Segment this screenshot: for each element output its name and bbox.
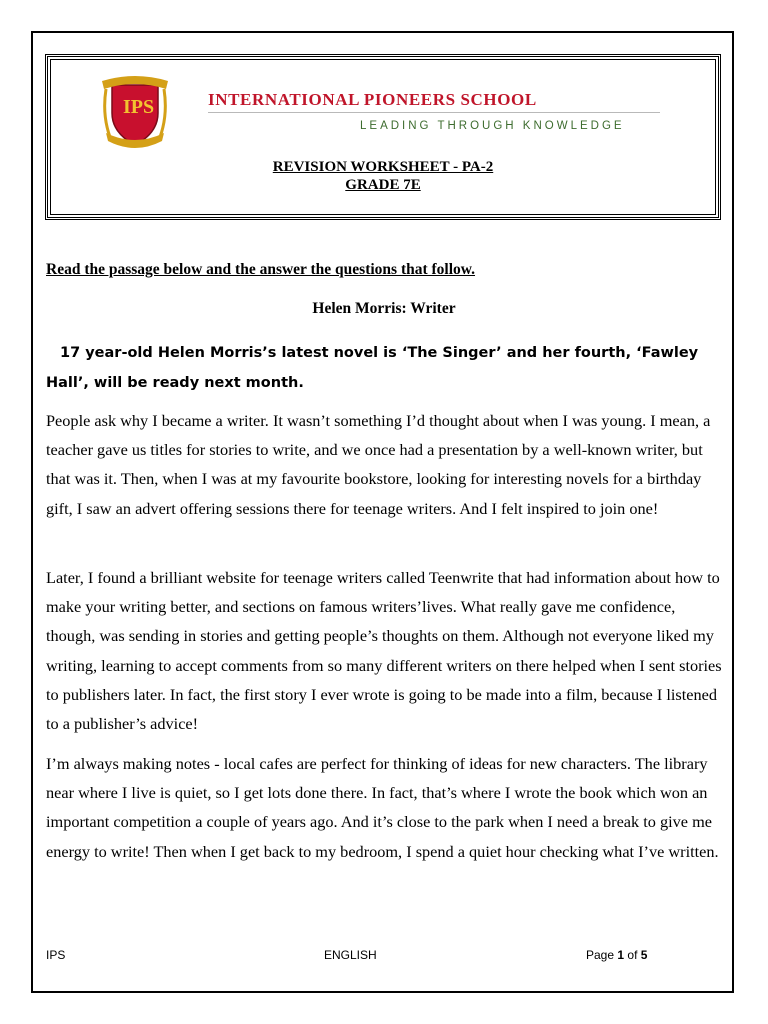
worksheet-grade: GRADE 7E — [345, 177, 421, 193]
header-box — [45, 54, 721, 220]
school-name: INTERNATIONAL PIONEERS SCHOOL — [208, 90, 537, 109]
footer-page-current: 1 — [617, 948, 625, 962]
instruction-text: Read the passage below and the answer the questions that follow. — [46, 261, 476, 278]
logo-text: IPS — [123, 96, 155, 118]
footer-page-number — [586, 948, 647, 962]
footer-subject: ENGLISH — [324, 948, 377, 962]
footer-page-total: 5 — [640, 948, 648, 962]
footer-page-of: of — [627, 948, 638, 962]
footer-school: IPS — [46, 948, 66, 962]
footer-page-prefix: Page — [586, 948, 615, 962]
crest-shield-logo — [100, 67, 170, 153]
passage-title: Helen Morris: Writer — [312, 300, 456, 317]
header-divider — [208, 112, 660, 113]
passage-paragraph: People ask why I became a writer. It wasn’t something I’d thought about when I was young. I mean, a teacher gave us titles for stories to write, and we once had a presentation by a well-known writer, but that was it. Then, when I was at my favourite bookstore, looking for interesting novels for a birthday gift, I saw an advert offering sessions there for teenage writers. And I felt inspired to join one! — [46, 411, 711, 518]
passage-paragraph: I’m always making notes - local cafes are perfect for thinking of ideas for new characters. The library near where I live is quiet, so I get lots done there. In fact, that’s where I wrote the book which won an important competition a couple of years ago. And it’s close to the park when I need a break to give me energy to write! Then when I get back to my bedroom, I spend a quiet hour checking what I’ve written. — [46, 754, 719, 861]
passage-paragraph: Later, I found a brilliant website for teenage writers called Teenwrite that had information about how to make your writing better, and sections on famous writers’lives. What really gave me confidence, though, was sending in stories and getting people’s thoughts on them. Although not everyone liked my writing, learning to accept comments from so many different writers on there helped when I sent stories to publishers later. In fact, the first story I ever wrote is going to be made into a film, because I listened to a publisher’s advice! — [46, 568, 722, 734]
worksheet-title: REVISION WORKSHEET - PA-2 — [272, 159, 494, 175]
passage-intro: 17 year-old Helen Morris’s latest novel is ‘The Singer’ and her fourth, ‘Fawley Hall’, will be ready next month. — [46, 345, 699, 391]
school-tagline: LEADING THROUGH KNOWLEDGE — [360, 120, 625, 132]
